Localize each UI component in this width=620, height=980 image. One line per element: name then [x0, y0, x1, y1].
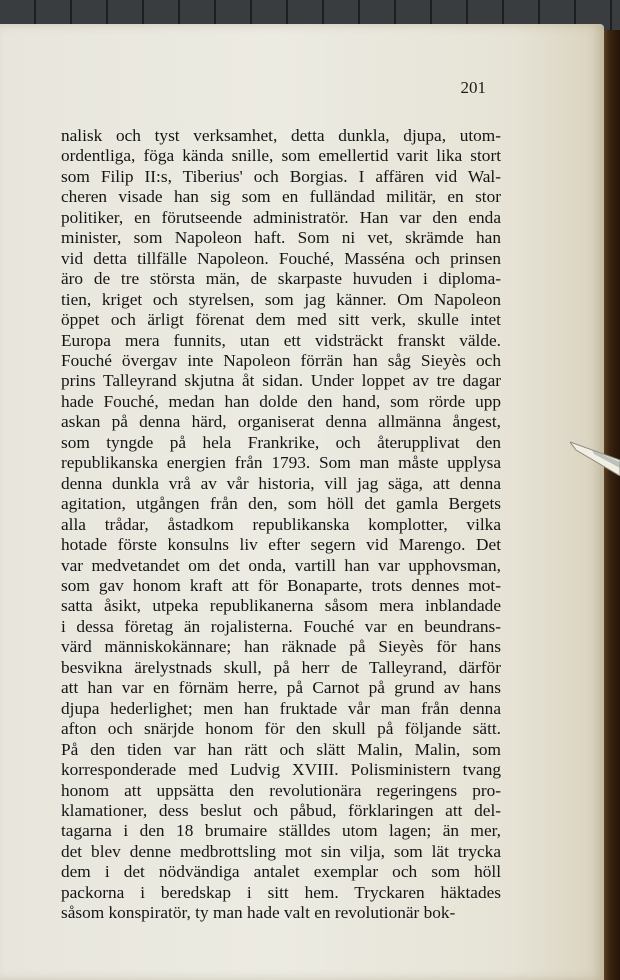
text-line: packorna i beredskap i sitt hem. Tryckaren häktades — [61, 882, 501, 902]
text-line: vid detta tillfälle Napoleon. Fouché, Masséna och prinsen — [61, 248, 501, 268]
text-line: ordentliga, föga kända snille, som emellertid varit lika stort — [61, 146, 501, 166]
text-line: denna dunkla vrå av vår historia, vill jag säga, att denna — [61, 473, 501, 493]
text-line: djupa hederlighet; men han fruktade vår man från denna — [61, 698, 501, 718]
text-line: På den tiden var han rätt och slätt Malin, Malin, som — [61, 739, 501, 759]
text-line: hade Fouché, medan han dolde den hand, som rörde upp — [61, 391, 501, 411]
text-line: honom att uppsätta den revolutionära regeringens pro- — [61, 780, 501, 800]
text-line: besvikna ärelystnads skull, på herr de Talleyrand, därför — [61, 657, 501, 677]
text-line: hotade förste konsulns liv efter segern vid Marengo. Det — [61, 535, 501, 555]
text-line: såsom konspiratör, ty man hade valt en revolutionär bok- — [61, 903, 456, 923]
text-line: det blev denne medbrottsling mot sin vilja, som lät trycka — [61, 841, 501, 861]
text-line: politiker, en förutseende administratör. Han var den enda — [61, 207, 501, 227]
text-line: som gav honom kraft att för Bonaparte, trots dennes mot- — [61, 575, 501, 595]
text-line: satta åsikt, utpeka republikanerna såsom mera inblandade — [61, 596, 501, 616]
book-page — [0, 24, 604, 980]
text-line: värd människokännare; han räknade på Sieyès för hans — [61, 637, 501, 657]
text-line: Europa mera funnits, utan ett vidsträckt franskt välde. — [61, 330, 501, 350]
text-line: republikanska energien från 1793. Som man måste upplysa — [61, 453, 501, 473]
body-text — [61, 126, 501, 924]
text-line: klamationer, dess beslut och påbud, förklaringen att del- — [61, 800, 501, 820]
text-line: cheren visade han sig som en fulländad militär, en stor — [61, 187, 501, 207]
text-line: nalisk och tyst verksamhet, detta dunkla, djupa, utom- — [61, 126, 501, 145]
text-line: som tyngde på hela Frankrike, och återupplivat den — [61, 432, 501, 452]
text-line: Fouché övergav inte Napoleon förrän han såg Sieyès och — [61, 350, 501, 370]
text-line: dem i det nödvändiga antalet exemplar och som höll — [61, 862, 501, 882]
text-line: alla trådar, åstadkom republikanska komplotter, vilka — [61, 514, 501, 534]
text-line: prins Talleyrand skjutna åt sidan. Under loppet av tre dagar — [61, 371, 501, 391]
text-line: tagarna i den 18 brumaire ställdes utom lagen; än mer, — [61, 821, 501, 841]
text-line: var medvetandet om det onda, vartill han var upphovsman, — [61, 555, 501, 575]
text-line: tien, kriget och styrelsen, som jag känner. Om Napoleon — [61, 289, 501, 309]
text-line: korresponderade med Ludvig XVIII. Polisministern tvang — [61, 760, 501, 780]
text-line: agitation, utgången från den, som höll det gamla Bergets — [61, 494, 501, 514]
text-line: afton och snärjde honom för den skull på följande sätt. — [61, 719, 501, 739]
page-number: 201 — [460, 78, 486, 97]
text-line: att han var en förnäm herre, på Carnot på grund av hans — [61, 678, 501, 698]
text-line: öppet och ärligt förenat dem med sitt verk, skulle intet — [61, 310, 501, 330]
text-line: askan på denna härd, organiserat denna allmänna ångest, — [61, 412, 501, 432]
text-line: i dessa företag än rojalisterna. Fouché var en beundrans- — [61, 616, 501, 636]
book-cover-edge — [602, 30, 620, 980]
text-line: som Filip II:s, Tiberius' och Borgias. I affären vid Wal- — [61, 166, 501, 186]
bookmark-tab — [570, 430, 620, 476]
text-line: äro de tre största män, de skarpaste huvuden i diploma- — [61, 269, 501, 289]
text-line: minister, som Napoleon haft. Som ni vet, skrämde han — [61, 228, 501, 248]
